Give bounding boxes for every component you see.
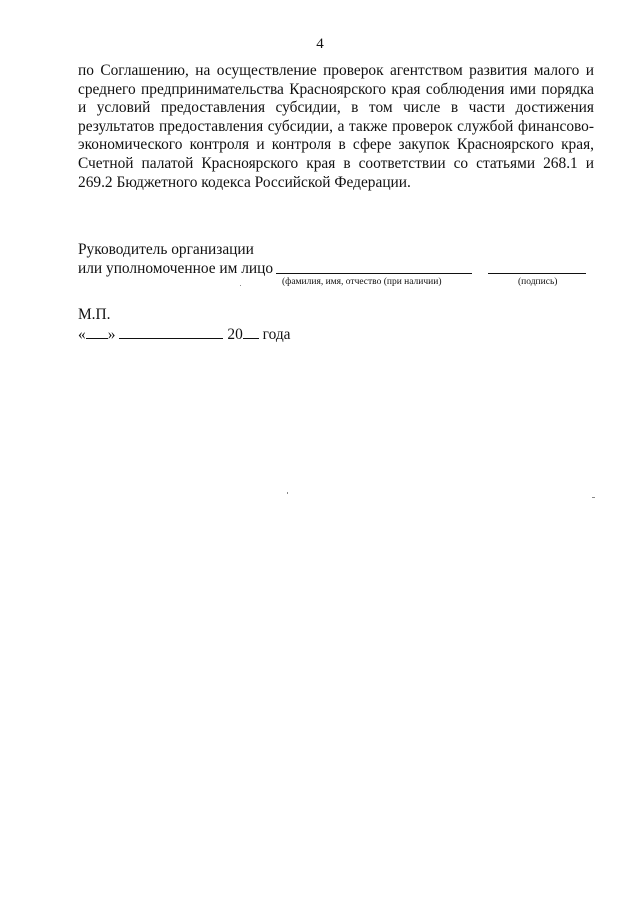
month-blank (119, 324, 223, 339)
year-prefix: 20 (227, 326, 243, 343)
date-line (78, 324, 291, 344)
full-name-field (276, 273, 472, 274)
scan-speck (240, 285, 241, 286)
signature-field (488, 273, 586, 274)
year-suffix: года (262, 326, 291, 343)
date-close-quote: » (107, 326, 116, 343)
body-paragraph: по Соглашению, на осуществление проверок агентством развития малого и среднего предпринимательства Красноярского края соблюдения ими порядка и условий предоставления субсидии, в том числе в части достижения результатов предоставления субсидии, а также проверок службой финансово-экономического контроля и контроля в сфере закупок Красноярского края, Счетной палатой Красноярского края в соответствии со статьями 268.1 и 269.2 Бюджетного кодекса Российской Федерации. (78, 62, 594, 191)
signature-caption: (подпись) (518, 277, 558, 287)
day-blank (86, 324, 108, 339)
signatory-title-line1: Руководитель организации (78, 241, 254, 258)
scan-speck (592, 497, 595, 498)
date-open-quote: « (78, 326, 86, 343)
year-blank (243, 324, 259, 339)
page-number: 4 (316, 36, 324, 52)
scan-speck (287, 492, 288, 494)
signatory-title-line2: или уполномоченное им лицо (78, 260, 274, 277)
full-name-caption: (фамилия, имя, отчество (при наличии) (282, 277, 442, 287)
stamp-label: М.П. (78, 306, 111, 323)
